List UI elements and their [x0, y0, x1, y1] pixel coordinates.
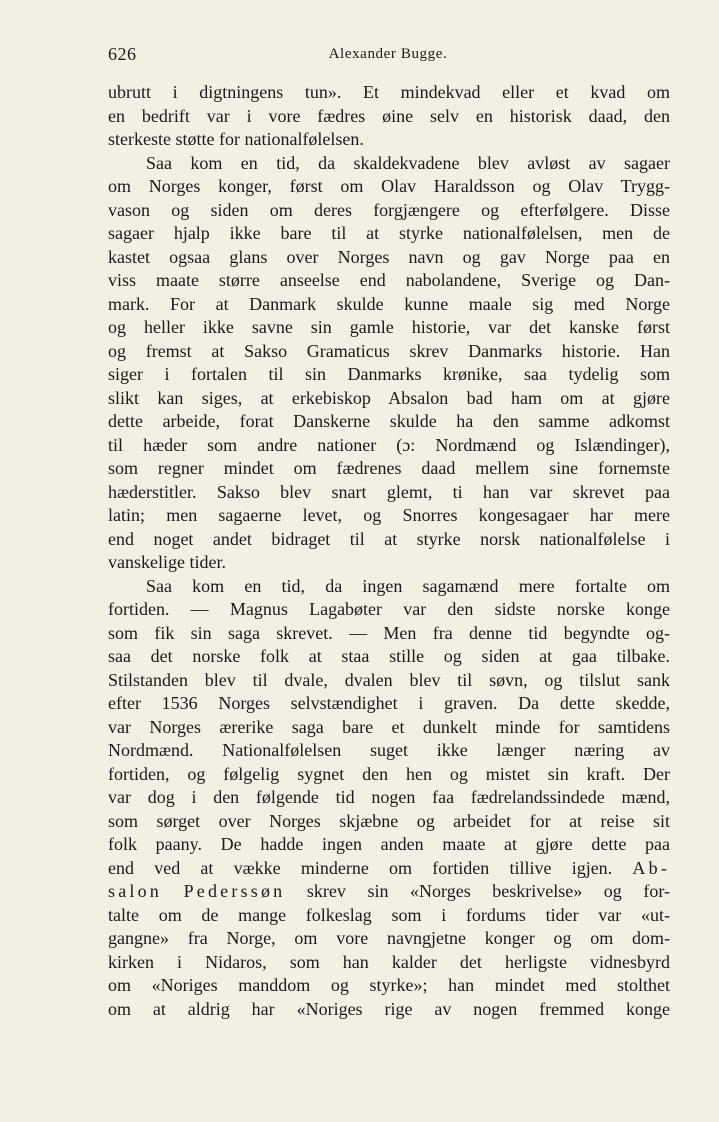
text-line: talte om de mange folkeslag som i fordums tider var «ut- — [108, 904, 670, 925]
spaced-name-part: Pederssøn — [183, 881, 286, 901]
text-line: Saa kom en tid, da ingen sagamænd mere fortalte om — [146, 575, 670, 596]
text-line: sagaer hjalp ikke bare til at styrke nationalfølelsen, men de — [108, 223, 670, 243]
running-head: Alexander Bugge. — [328, 46, 448, 62]
text-line: siger i fortalen til sin Danmarks krønike, saa tydelig som — [108, 364, 670, 384]
text-line: og heller ikke savne sin gamle historie, var det kanske først — [108, 317, 670, 337]
text-line: folk paany. De hadde ingen anden maate at gjøre dette paa — [108, 834, 670, 854]
text-line: Stilstanden blev til dvale, dvalen blev til søvn, og tilslut sank — [108, 669, 670, 690]
text-line: mark. For at Danmark skulde kunne maale sig med Norge — [108, 293, 670, 314]
text-line: efter 1536 Norges selvstændighet i graven. Da dette skedde, — [108, 693, 670, 713]
text-line: var dog i den følgende tid nogen faa fædrelandssindede mænd, — [108, 787, 670, 807]
text-line: som sørget over Norges skjæbne og arbeidet for at reise sit — [108, 810, 670, 831]
text-line: dette arbeide, forat Danskerne skulde ha den samme adkomst — [108, 411, 670, 431]
text-line: gangne» fra Norge, om vore navngjetne konger og om dom- — [108, 928, 670, 948]
text-line: slikt kan siges, at erkebiskop Absalon bad ham om at gjøre — [108, 387, 670, 408]
page-header — [108, 44, 668, 68]
text-line: om at aldrig har «Noriges rige av nogen fremmed konge — [108, 998, 670, 1019]
text-line: viss maate større anseelse end nabolandene, Sverige og Dan- — [108, 270, 670, 290]
text-line: var Norges ærerike saga bare et dunkelt minde for samtidens — [108, 716, 670, 737]
text-line: vanskelige tider. — [108, 552, 226, 572]
text-line — [108, 857, 670, 881]
text-line: om Norges konger, først om Olav Haraldsson og Olav Trygg- — [108, 176, 670, 196]
text-line: en bedrift var i vore fædres øine selv en historisk daad, den — [108, 105, 670, 126]
text-line: hæderstitler. Sakso blev snart glemt, ti han var skrevet paa — [108, 481, 670, 502]
spaced-name-part: Ab- — [632, 857, 670, 878]
text-line: sterkeste støtte for nationalfølelsen. — [108, 129, 364, 149]
page-number: 626 — [108, 44, 137, 64]
text-line: kirken i Nidaros, som han kalder det herligste vidnesbyrd — [108, 951, 670, 972]
text-line: Saa kom en tid, da skaldekvadene blev avløst av sagaer — [146, 152, 670, 173]
text-line: vason og siden om deres forgjængere og efterfølgere. Disse — [108, 199, 670, 220]
text-line: kastet ogsaa glans over Norges navn og gav Norge paa en — [108, 246, 670, 267]
text-line: til hæder som andre nationer (ɔ: Nordmænd og Islændinger), — [108, 434, 670, 455]
text-segment: skrev sin «Norges beskrivelse» og for- — [306, 881, 670, 901]
body-text — [108, 81, 670, 1021]
text-line: og fremst at Sakso Gramaticus skrev Danmarks historie. Han — [108, 340, 670, 361]
text-line: latin; men sagaerne levet, og Snorres kongesagaer har mere — [108, 505, 670, 525]
text-line: Nordmænd. Nationalfølelsen suget ikke længer næring av — [108, 740, 670, 760]
text-line: som regner mindet om fædrenes daad mellem sine fornemste — [108, 458, 670, 478]
text-line: end noget andet bidraget til at styrke norsk nationalfølelse i — [108, 528, 670, 549]
text-line — [108, 880, 670, 904]
spaced-name-part: salon — [108, 881, 162, 901]
text-segment: end ved at vække minderne om fortiden tillive igjen. — [108, 857, 613, 878]
text-line: fortiden, og følgelig sygnet den hen og mistet sin kraft. Der — [108, 763, 670, 784]
text-line: fortiden. — Magnus Lagabøter var den sidste norske konge — [108, 599, 670, 619]
text-line: ubrutt i digtningens tun». Et mindekvad eller et kvad om — [108, 82, 670, 102]
text-line: saa det norske folk at staa stille og siden at gaa tilbake. — [108, 646, 670, 666]
text-line: om «Noriges manddom og styrke»; han mindet med stolthet — [108, 975, 670, 995]
text-line: som fik sin saga skrevet. — Men fra denne tid begyndte og- — [108, 622, 670, 643]
